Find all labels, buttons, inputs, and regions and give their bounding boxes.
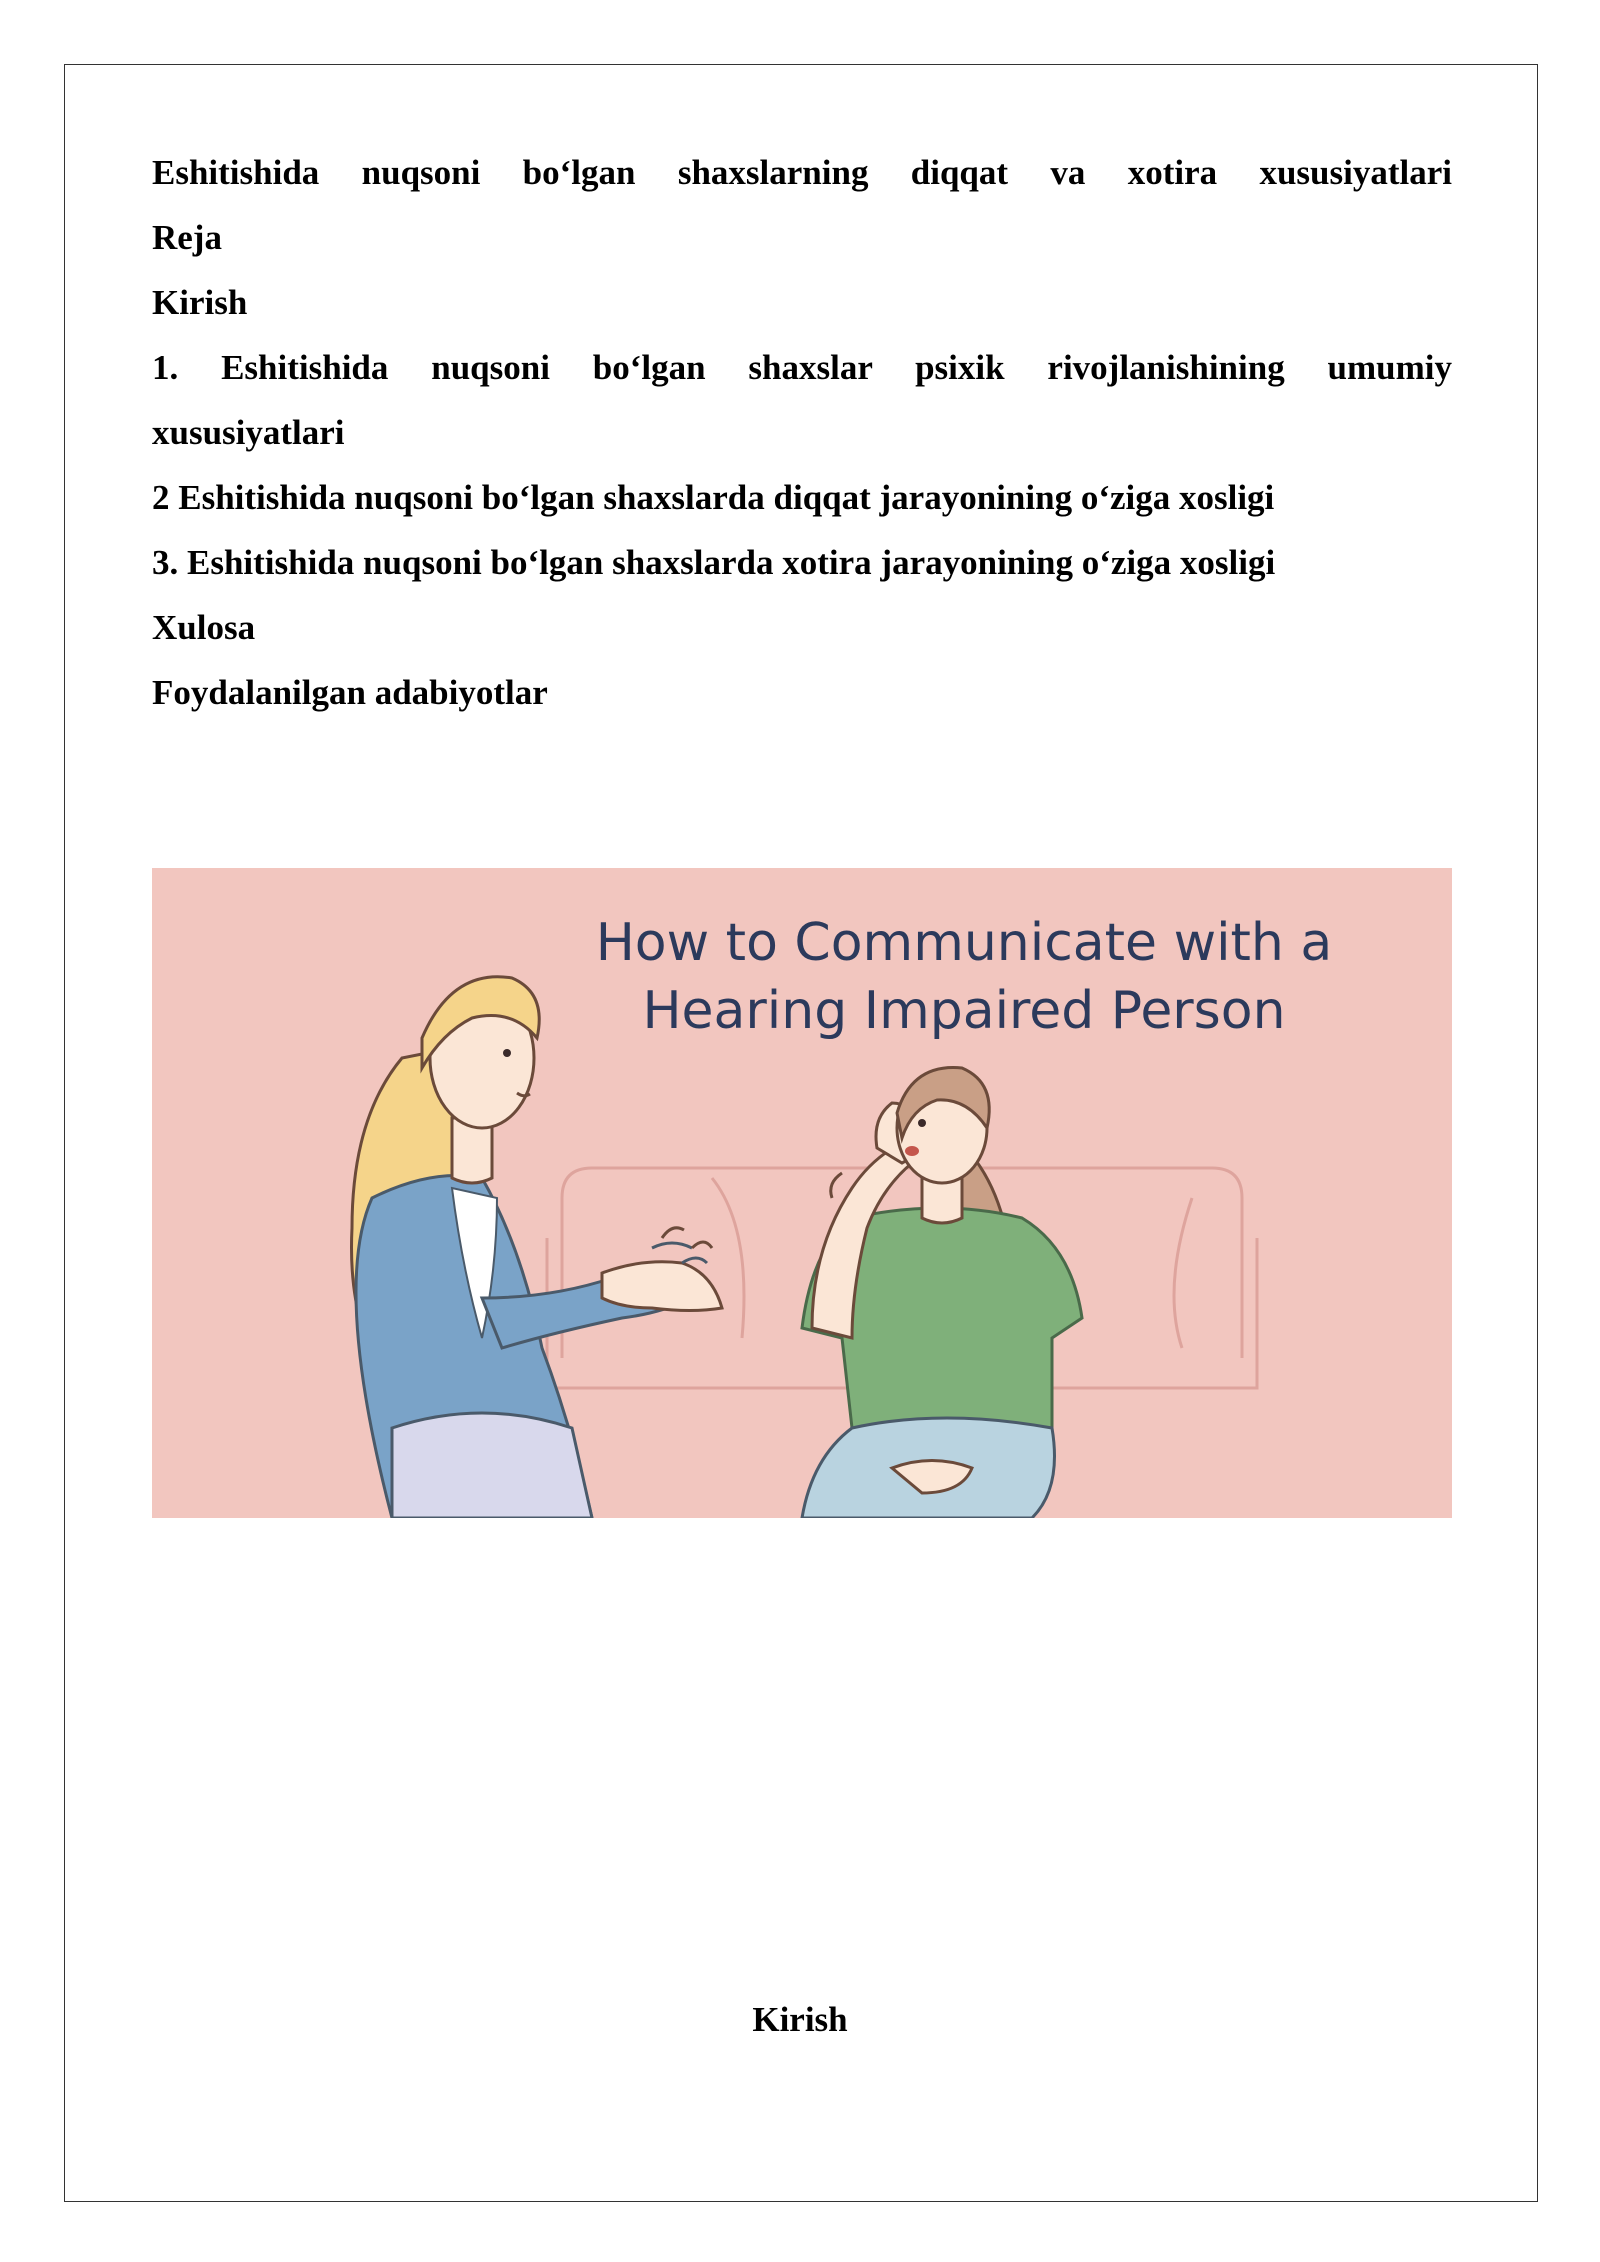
illustration-title-line1: How to Communicate with a: [595, 913, 1333, 973]
communication-illustration: [152, 868, 1452, 1518]
section-heading-introduction: Kirish: [752, 2000, 848, 2039]
toc-item-2: 2 Eshitishida nuqsoni bo‘lgan shaxslarda diqqat jarayonining o‘ziga xosligi: [152, 478, 1275, 517]
document-title: Eshitishida nuqsoni bo‘lgan shaxslarning diqqat va xotira xususiyatlari: [152, 153, 1452, 192]
toc-item-conclusion: Xulosa: [152, 608, 256, 647]
toc-item-references: Foydalanilgan adabiyotlar: [152, 673, 548, 712]
illustration-image: [152, 868, 1452, 1518]
plan-heading: Reja: [152, 218, 222, 257]
toc-item-1-continued: xususiyatlari: [152, 413, 345, 452]
toc-item-introduction: Kirish: [152, 283, 248, 322]
toc-item-1: 1. Eshitishida nuqsoni bo‘lgan shaxslar psixik rivojlanishining umumiy: [152, 348, 1452, 387]
illustration-title-line2: Hearing Impaired Person: [642, 981, 1286, 1041]
toc-item-3: 3. Eshitishida nuqsoni bo‘lgan shaxslarda xotira jarayonining o‘ziga xosligi: [152, 543, 1276, 582]
document-body: [152, 140, 1452, 725]
